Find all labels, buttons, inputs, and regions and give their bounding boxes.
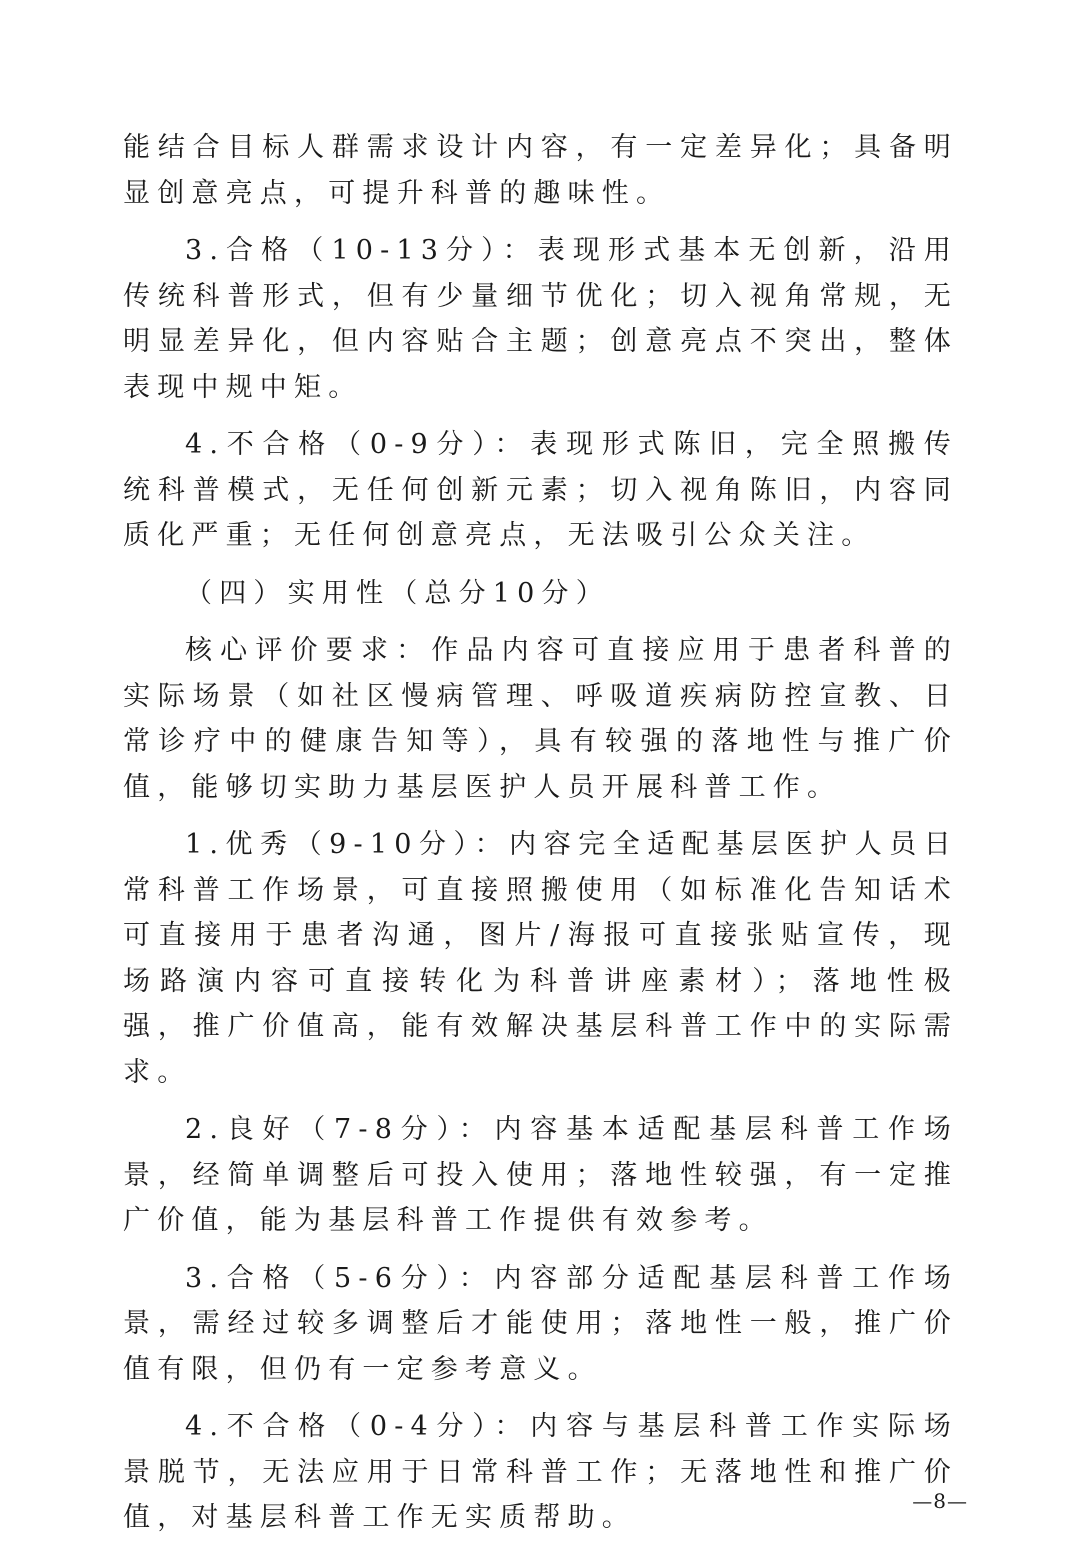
paragraph-practicality-good: 2.良好（7-8分）：内容基本适配基层科普工作场景，经简单调整后可投入使用；落地性较强，有一定推广价值，能为基层科普工作提供有效参考。 xyxy=(123,1114,958,1236)
paragraph-practicality-pass: 3.合格（5-6分）：内容部分适配基层科普工作场景，需经过较多调整后才能使用；落地性一般，推广价值有限，但仍有一定参考意义。 xyxy=(123,1262,958,1385)
paragraph-continuation: 能结合目标人群需求设计内容，有一定差异化；具备明显创意亮点，可提升科普的趣味性。 xyxy=(123,132,958,209)
page-number: —8— xyxy=(912,1489,968,1513)
section-heading-practicality: （四）实用性（总分10分） xyxy=(185,577,610,609)
paragraph-practicality-excellent: 1.优秀（9-10分）：内容完全适配基层医护人员日常科普工作场景，可直接照搬使用（如标准化告知话术可直接用于患者沟通，图片/海报可直接张贴宣传，现场路演内容可直接转化为科普讲座素材）；落地性极强，推广价值高，能有效解决基层科普工作中的实际需求。 xyxy=(123,829,958,1088)
paragraph-innovation-pass: 3.合格（10-13分）：表现形式基本无创新，沿用传统科普形式，但有少量细节优化；切入视角常规，无明显差异化，但内容贴合主题；创意亮点不突出，整体表现中规中矩。 xyxy=(123,235,958,403)
paragraph-innovation-fail: 4.不合格（0-9分）：表现形式陈旧，完全照搬传统科普模式，无任何创新元素；切入视角陈旧，内容同质化严重；无任何创意亮点，无法吸引公众关注。 xyxy=(123,429,958,551)
paragraph-practicality-fail: 4.不合格（0-4分）：内容与基层科普工作实际场景脱节，无法应用于日常科普工作；无落地性和推广价值，对基层科普工作无实质帮助。 xyxy=(123,1411,958,1533)
paragraph-practicality-requirements: 核心评价要求：作品内容可直接应用于患者科普的实际场景（如社区慢病管理、呼吸道疾病防控宣教、日常诊疗中的健康告知等），具有较强的落地性与推广价值，能够切实助力基层医护人员开展科普工作。 xyxy=(123,635,958,803)
document-body xyxy=(123,125,958,1541)
